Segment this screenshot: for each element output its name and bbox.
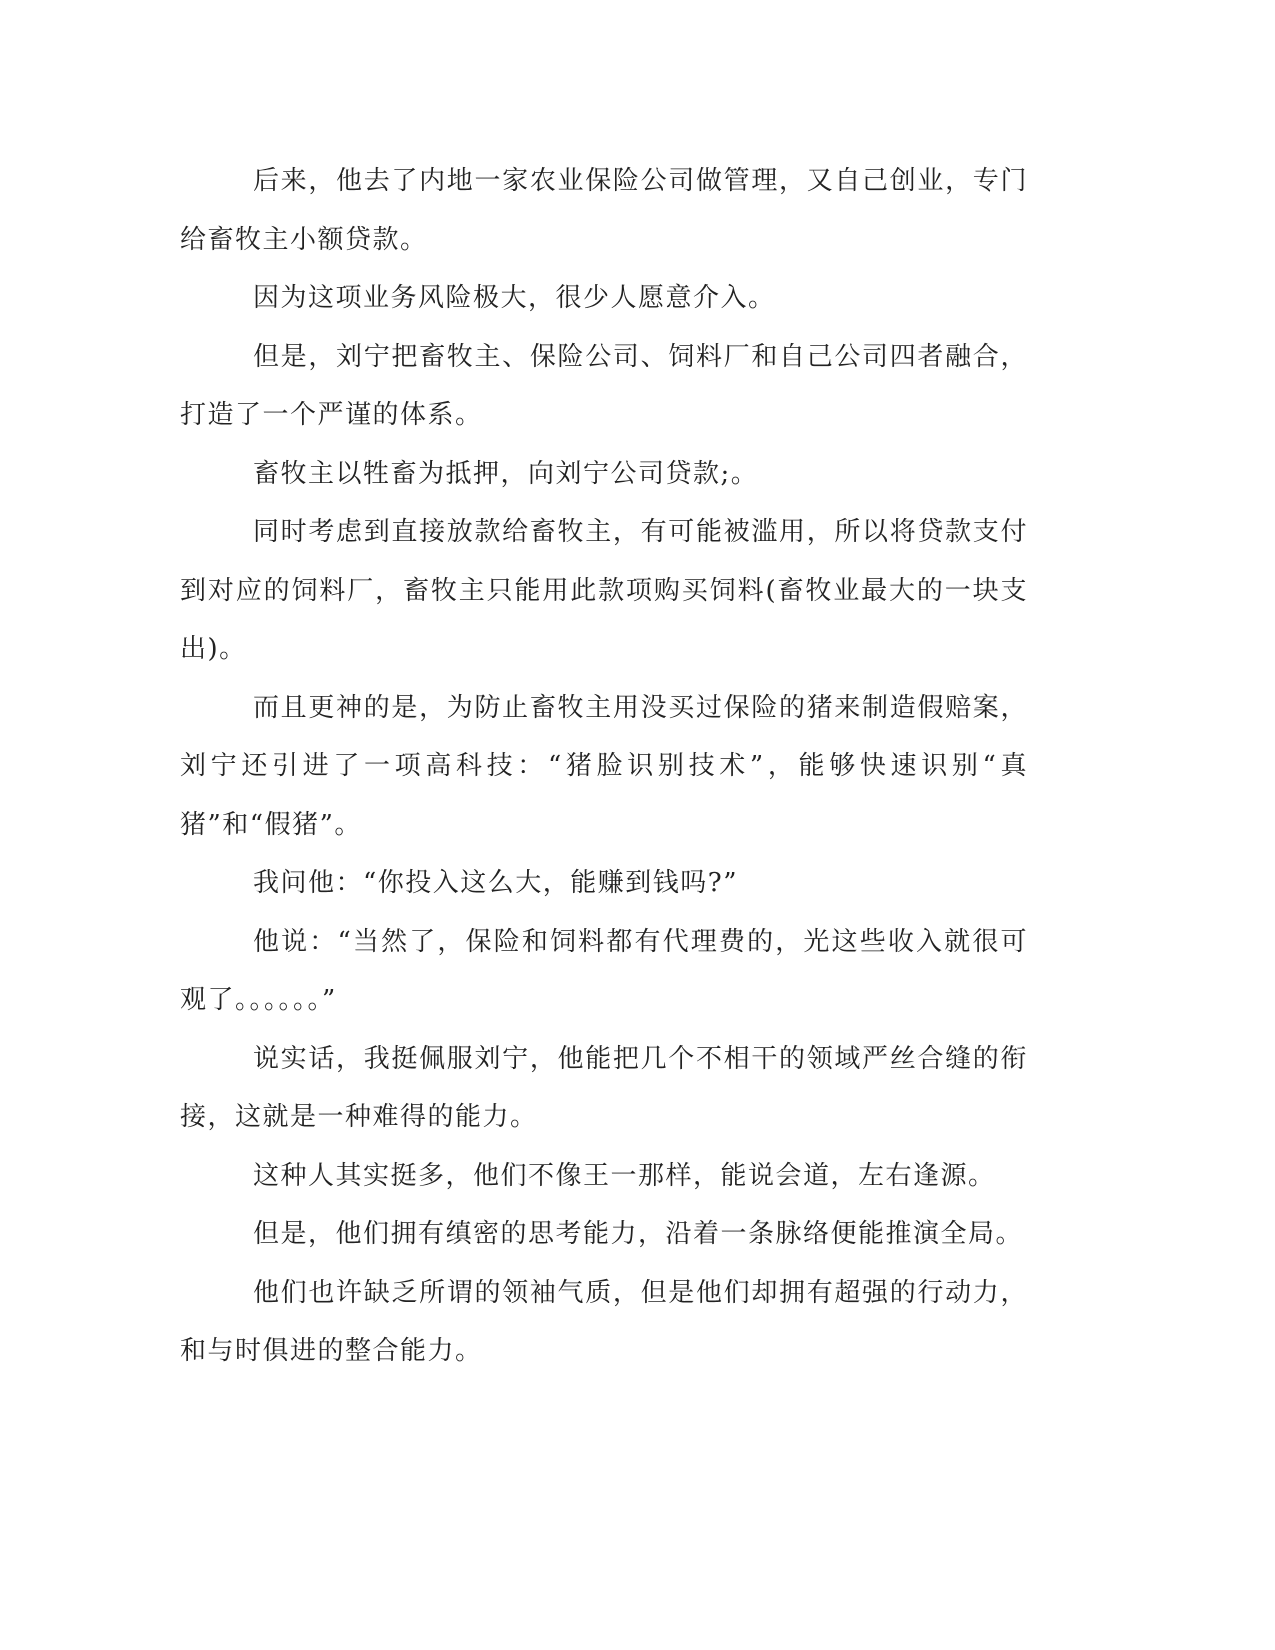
- paragraph: 畜牧主以牲畜为抵押，向刘宁公司贷款;。: [253, 458, 759, 489]
- paragraph: 我问他：“你投入这么大，能赚到钱吗?”: [253, 868, 739, 898]
- paragraph: 因为这项业务风险极大，很少人愿意介入。: [253, 283, 776, 313]
- paragraph: 他说：“当然了，保险和饲料都有代理费的，光这些收入就很可观了。。。。。。”: [180, 926, 1028, 1015]
- paragraph: 说实话，我挺佩服刘宁，他能把几个不相干的领域严丝合缝的衔接，这就是一种难得的能力。: [180, 1043, 1028, 1132]
- paragraph: 但是，他们拥有缜密的思考能力，沿着一条脉络便能推演全局。: [253, 1219, 1024, 1249]
- paragraph: 这种人其实挺多，他们不像王一那样，能说会道，左右逢源。: [253, 1160, 996, 1191]
- paragraph: 他们也许缺乏所谓的领袖气质，但是他们却拥有超强的行动力，和与时俱进的整合能力。: [180, 1277, 1028, 1366]
- document-body: [180, 152, 1028, 1381]
- paragraph: 同时考虑到直接放款给畜牧主，有可能被滥用，所以将贷款支付到对应的饲料厂，畜牧主只能用此款项购买饲料(畜牧业最大的一块支出)。: [180, 517, 1028, 664]
- paragraph: 但是，刘宁把畜牧主、保险公司、饲料厂和自己公司四者融合，打造了一个严谨的体系。: [180, 341, 1028, 430]
- paragraph: 而且更神的是，为防止畜牧主用没买过保险的猪来制造假赔案，刘宁还引进了一项高科技：“猪脸识别技术”，能够快速识别“真猪”和“假猪”。: [180, 692, 1028, 840]
- paragraph: 后来，他去了内地一家农业保险公司做管理，又自己创业，专门给畜牧主小额贷款。: [180, 166, 1028, 255]
